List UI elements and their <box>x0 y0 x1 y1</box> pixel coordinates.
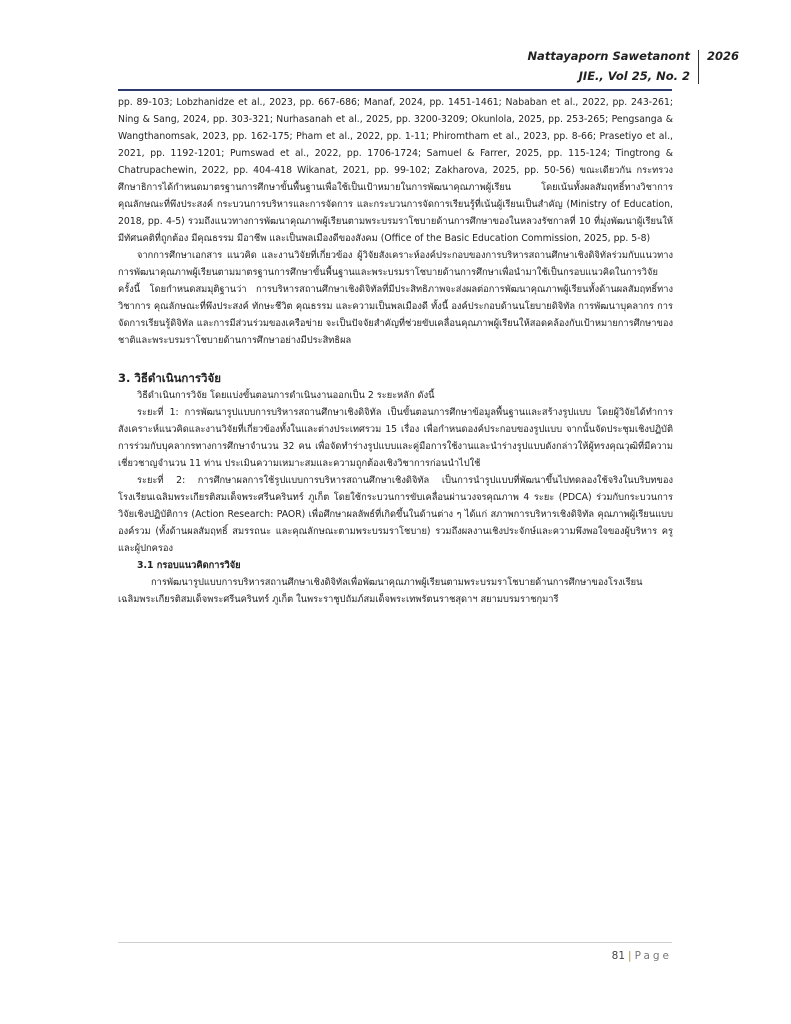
page-body <box>118 94 673 608</box>
header-author: Nattayaporn Sawetanont <box>527 49 690 63</box>
footer-rule <box>118 942 672 943</box>
page-footer <box>612 950 672 962</box>
footer-separator: | <box>628 950 632 962</box>
header-rule <box>118 89 672 91</box>
header-text-block <box>527 46 698 86</box>
subsection-heading: 3.1 กรอบแนวคิดการวิจัย <box>137 560 241 571</box>
paragraph-citations: pp. 89-103; Lobzhanidze et al., 2023, pp. 667-686; Manaf, 2024, pp. 1451-1461; Nababan et al., 2022, pp. 243-261; Ning & Sang, 2024, pp. 303-321; Nurhasanah et al., 2025, pp. 3200-3209; Okunlola, 2025, pp. 253-265; Pengsanga & Wangthanomsak, 2023, pp. 162-175; Pham et al., 2022, pp. 1-11; Phiromtham et al., 2023, pp. 8-66; Prasetiyo et al., 2021, pp. 1192-1201; Pumswad et al., 2022, pp. 1706-1724; Samuel & Farrer, 2025, pp. 115-124; Tingtrong & Chatrupachewin, 2022, pp. 404-418 Wikanat, 2021, pp. 99-102; Zakharova, 2025, pp. 50-56) ขณะเดียวกัน กระทรวงศึกษาธิการได้กำหนดมาตรฐานการศึกษาขั้นพื้นฐานเพื่อใช้เป็นเป้าหมายในการพัฒนาคุณภาพผู้เรียน โดยเน้นทั้งผลสัมฤทธิ์ทางวิชาการ คุณลักษณะที่พึงประสงค์ กระบวนการบริหารและการจัดการ และกระบวนการจัดการเรียนรู้ที่เน้นผู้เรียนเป็นสำคัญ (Ministry of Education, 2018, pp. 4-5) รวมถึงแนวทางการพัฒนาคุณภาพผู้เรียนตามพระบรมราโชบายด้านการศึกษาของในหลวงรัชกาลที่ 10 ที่มุ่งพัฒนาผู้เรียนให้มีทัศนคติที่ถูกต้อง มีคุณธรรม มีอาชีพ และเป็นพลเมืองดีของสังคม (Office of the Basic Education Commission, 2025, pp. 5-8) <box>118 97 673 244</box>
paragraph-phase-2: ระยะที่ 2: การศึกษาผลการใช้รูปแบบการบริหารสถานศึกษาเชิงดิจิทัล เป็นการนำรูปแบบที่พัฒนาขึ้นไปทดลองใช้จริงในบริบทของโรงเรียนเฉลิมพระเกียรติสมเด็จพระศรีนครินทร์ ภูเก็ต โดยใช้กระบวนการขับเคลื่อนผ่านวงจรคุณภาพ 4 ระยะ (PDCA) ร่วมกับกระบวนการวิจัยเชิงปฏิบัติการ (Action Research: PAOR) เพื่อศึกษาผลลัพธ์ที่เกิดขึ้นในด้านต่าง ๆ ได้แก่ สภาพการบริหารเชิงดิจิทัล คุณภาพผู้เรียนแบบองค์รวม (ทั้งด้านผลสัมฤทธิ์ สมรรถนะ และคุณลักษณะตามพระบรมราโชบาย) รวมถึงผลงานเชิงประจักษ์และความพึงพอใจของผู้บริหาร ครู และผู้ปกครอง <box>118 475 673 554</box>
header-journal: JIE., Vol 25, No. 2 <box>578 69 690 83</box>
paragraph-method-intro: วิธีดำเนินการวิจัย โดยแบ่งขั้นตอนการดำเนินงานออกเป็น 2 ระยะหลัก ดังนี้ <box>137 390 435 401</box>
paragraph-phase-1: ระยะที่ 1: การพัฒนารูปแบบการบริหารสถานศึกษาเชิงดิจิทัล เป็นขั้นตอนการศึกษาข้อมูลพื้นฐานและสร้างรูปแบบ โดยผู้วิจัยได้ทำการสังเคราะห์แนวคิดและงานวิจัยที่เกี่ยวข้องทั้งในและต่างประเทศรวม 15 เรื่อง เพื่อกำหนดองค์ประกอบของรูปแบบ จากนั้นจัดประชุมเชิงปฏิบัติการร่วมกับบุคลากรทางการศึกษาจำนวน 32 คน เพื่อจัดทำร่างรูปแบบและคู่มือการใช้งานและนำร่างรูปแบบดังกล่าวให้ผู้ทรงคุณวุฒิที่มีความเชี่ยวชาญจำนวน 11 ท่าน ประเมินความเหมาะสมและความถูกต้องเชิงวิชาการก่อนนำไปใช้ <box>118 407 673 469</box>
paragraph-framework: การพัฒนารูปแบบการบริหารสถานศึกษาเชิงดิจิทัลเพื่อพัฒนาคุณภาพผู้เรียนตามพระบรมราโชบายด้านการศึกษาของโรงเรียนเฉลิมพระเกียรติสมเด็จพระศรีนครินทร์ ภูเก็ต ในพระราชูปถัมภ์สมเด็จพระเทพรัตนราชสุดาฯ สยามบรมราชกุมารี <box>118 577 643 605</box>
header-year: 2026 <box>706 49 739 63</box>
paragraph-synthesis: จากการศึกษาเอกสาร แนวคิด และงานวิจัยที่เกี่ยวข้อง ผู้วิจัยสังเคราะห์องค์ประกอบของการบริหารสถานศึกษาเชิงดิจิทัลร่วมกับแนวทางการพัฒนาคุณภาพผู้เรียนตามมาตรฐานการศึกษาขั้นพื้นฐานและพระบรมราโชบายด้านการศึกษาเพื่อนำมาใช้เป็นกรอบแนวคิดในการวิจัยครั้งนี้ โดยกำหนดสมมุติฐานว่า การบริหารสถานศึกษาเชิงดิจิทัลที่มีประสิทธิภาพจะส่งผลต่อการพัฒนาคุณภาพผู้เรียนทั้งด้านผลสัมฤทธิ์ทางวิชาการ คุณลักษณะที่พึงประสงค์ ทักษะชีวิต คุณธรรม และความเป็นพลเมืองดี ทั้งนี้ องค์ประกอบด้านนโยบายดิจิทัล การพัฒนาบุคลากร การจัดการเรียนรู้ดิจิทัล และการมีส่วนร่วมของเครือข่าย จะเป็นปัจจัยสำคัญที่ช่วยขับเคลื่อนคุณภาพผู้เรียนให้สอดคล้องกับเป้าหมายการศึกษาของชาติและพระบรมราโชบายด้านการศึกษาอย่างมีประสิทธิผล <box>118 250 673 346</box>
section-heading: 3. วิธีดำเนินการวิจัย <box>118 371 221 385</box>
page-number: 81 <box>611 950 626 962</box>
running-header <box>527 46 739 86</box>
page-label: Page <box>634 950 672 962</box>
